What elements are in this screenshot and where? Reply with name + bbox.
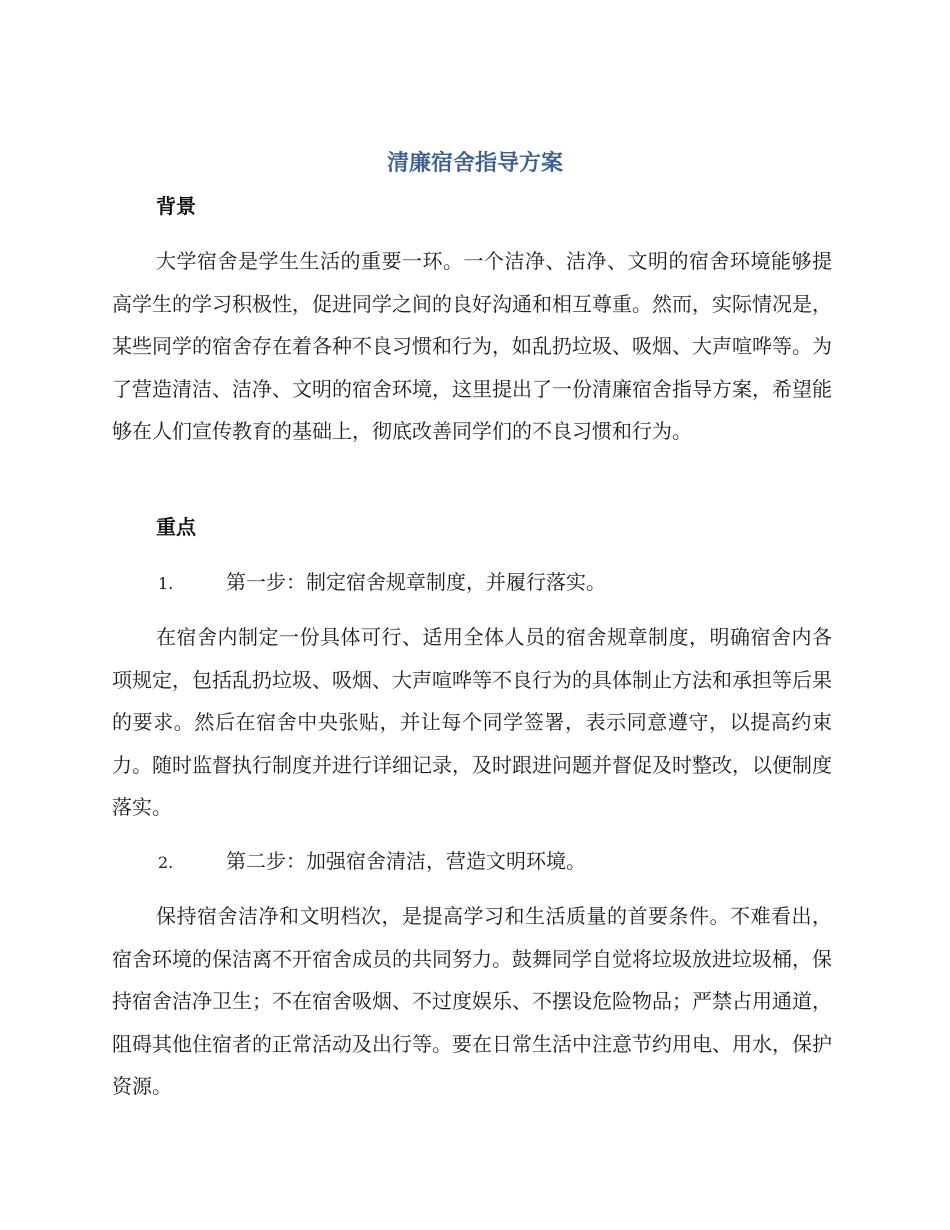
document-title: 清廉宿舍指导方案: [386, 151, 563, 176]
section-heading-key-points: 重点: [156, 515, 196, 539]
step-text: 第一步：制定宿舍规章制度，并履行落实。: [226, 570, 606, 594]
step-number: 2.: [158, 853, 174, 872]
step-item-2: [158, 846, 586, 878]
background-paragraph: 大学宿舍是学生生活的重要一环。一个洁净、洁净、文明的宿舍环境能够提高学生的学习积极性，促进同学之间的良好沟通和相互尊重。然而，实际情况是，某些同学的宿舍存在着各种不良习惯和行为，如乱扔垃圾、吸烟、大声喧哗等。为了营造清洁、洁净、文明的宿舍环境，这里提出了一份清廉宿舍指导方案，希望能够在人们宣传教育的基础上，彻底改善同学们的不良习惯和行为。: [112, 249, 832, 443]
step-item-1: [158, 567, 606, 599]
step-number: 1.: [158, 574, 174, 593]
step-1-paragraph: 在宿舍内制定一份具体可行、适用全体人员的宿舍规章制度，明确宿舍内各项规定，包括乱扔垃圾、吸烟、大声喧哗等不良行为的具体制止方法和承担等后果的要求。然后在宿舍中央张贴，并让每个同学签署，表示同意遵守，以提高约束力。随时监督执行制度并进行详细记录，及时跟进问题并督促及时整改，以便制度落实。: [112, 625, 832, 819]
step-text: 第二步：加强宿舍清洁，营造文明环境。: [226, 849, 586, 873]
section-heading-background: 背景: [156, 194, 196, 218]
step-2-paragraph: 保持宿舍洁净和文明档次，是提高学习和生活质量的首要条件。不难看出，宿舍环境的保洁离不开宿舍成员的共同努力。鼓舞同学自觉将垃圾放进垃圾桶，保持宿舍洁净卫生；不在宿舍吸烟、不过度娱乐、不摆设危险物品；严禁占用通道，阻碍其他住宿者的正常活动及出行等。要在日常生活中注意节约用电、用水，保护资源。: [112, 904, 832, 1098]
